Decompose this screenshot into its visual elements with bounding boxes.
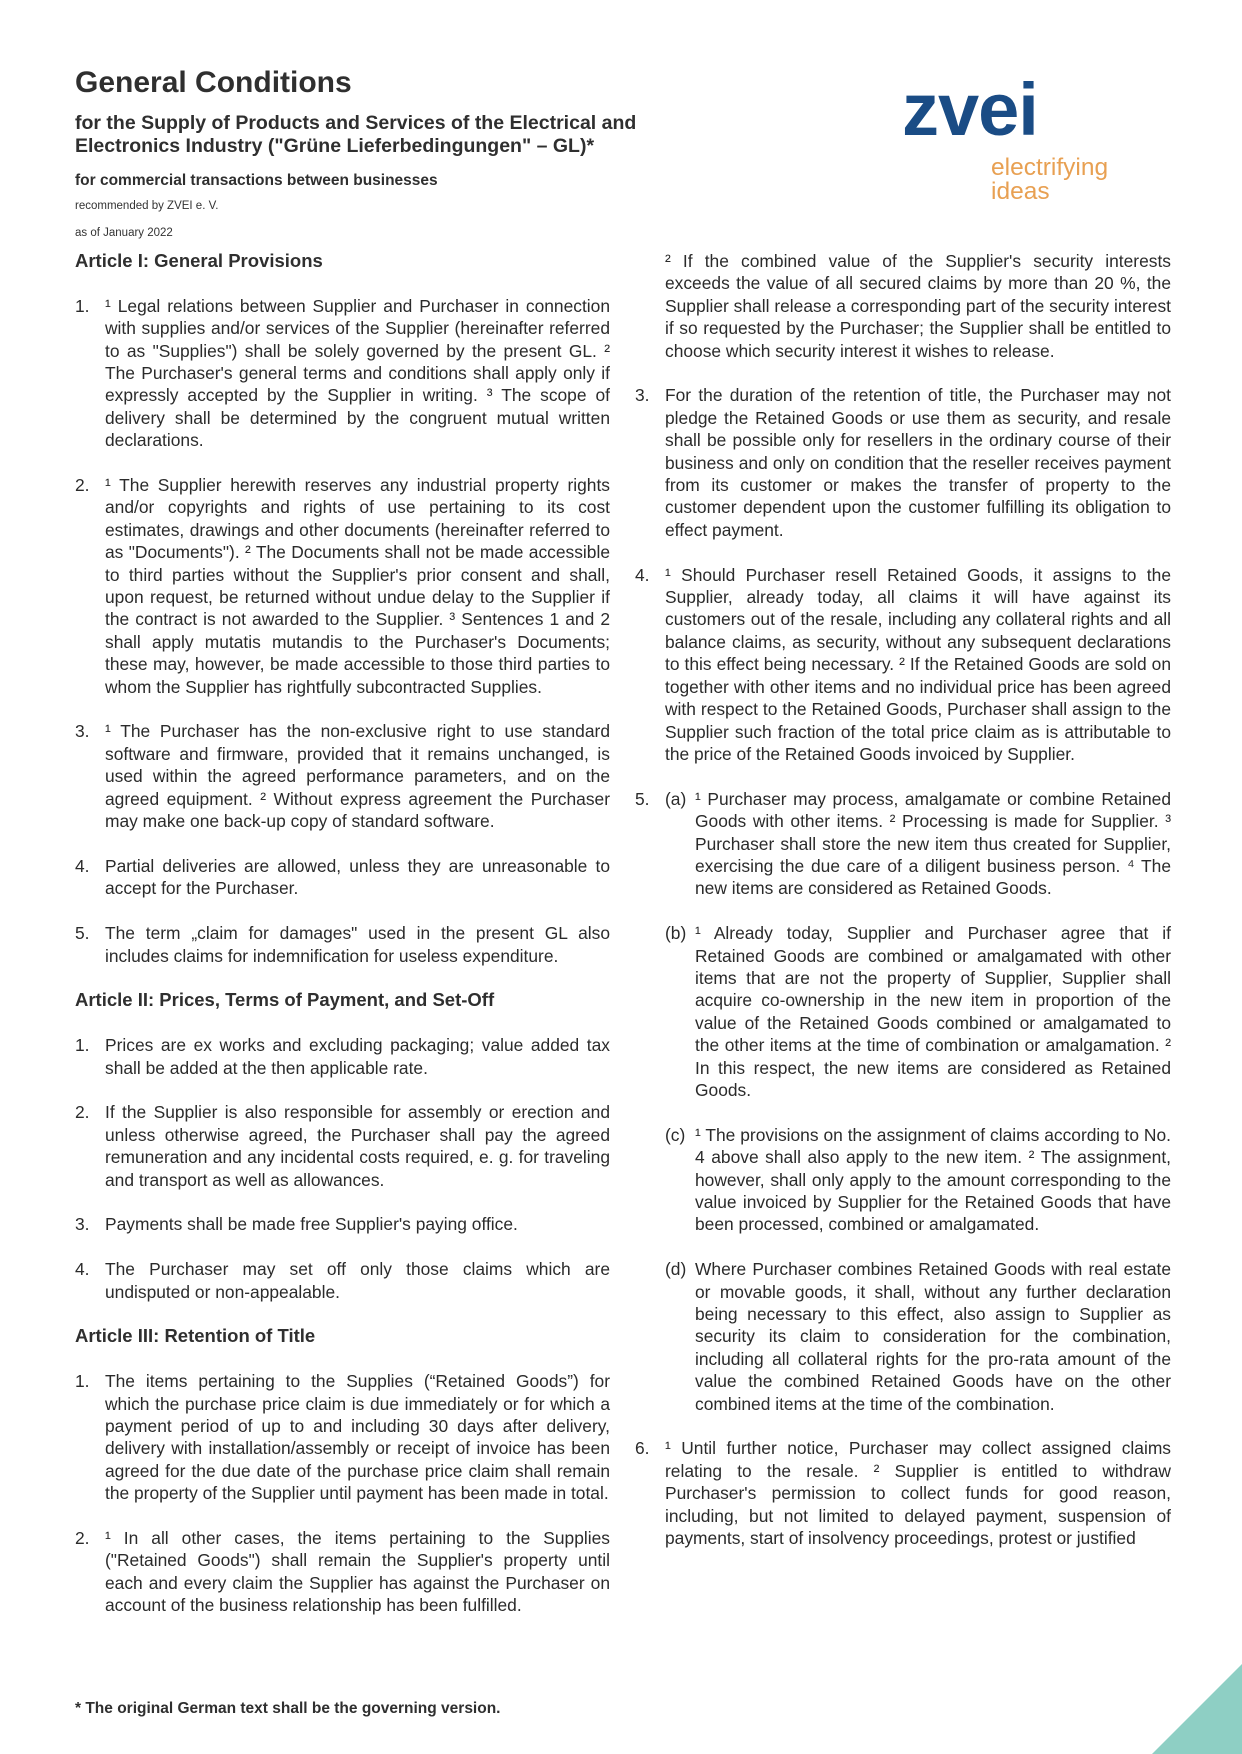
right-column	[635, 250, 1171, 1549]
item-text: Partial deliveries are allowed, unless they are unreasonable to accept for the Purchaser.	[105, 855, 610, 899]
subitem-label: (c)	[665, 1124, 686, 1145]
subitem-label: (d)	[665, 1259, 687, 1280]
item-text: For the duration of the retention of title, the Purchaser may not pledge the Retained Goods or use them as security, and resale shall be possible only for resellers in the ordinary course of their business and only on condition that the reseller receives payment from its customer or makes the transfer of property to the customer dependent upon the customer fulfilling its obligation to effect payment.	[665, 385, 1171, 540]
zvei-logo	[902, 70, 1162, 210]
item-number: 1.	[75, 1371, 90, 1392]
article-3-item	[635, 564, 1171, 766]
article-3-subitem	[635, 922, 1171, 1101]
item-number: 3.	[635, 385, 650, 406]
item-text: ¹ The Purchaser has the non-exclusive right to use standard software and firmware, provided that it remains unchanged, is used within the agreed performance parameters, and on the agreed equipment. ² Without express agreement the Purchaser may make one back-up copy of standard software.	[105, 721, 610, 832]
item-number: 6.	[635, 1438, 650, 1459]
article-2-item	[75, 1101, 610, 1191]
item-number: 2.	[75, 1102, 90, 1123]
logo-tagline-line-2: ideas	[991, 178, 1050, 205]
item-text: ¹ In all other cases, the items pertaining to the Supplies ("Retained Goods") shall remain the Supplier's property until each and every claim the Supplier has against the Purchaser on account of the business relationship has been fulfilled.	[105, 1527, 610, 1616]
logo-wordmark: zvei	[902, 68, 1038, 151]
article-2-heading: Article II: Prices, Terms of Payment, and Set-Off	[75, 989, 495, 1011]
item-text: ¹ Should Purchaser resell Retained Goods, it assigns to the Supplier, already today, all claims it will have against its customers out of the resale, including any collateral rights and all balance claims, as security, without any subsequent declarations to this effect being necessary. ² If the Retained Goods are sold on together with other items and no individual price has been agreed with respect to the Retained Goods, Purchaser shall assign to the Supplier such fraction of the total price claim as is attributable to the price of the Retained Goods invoiced by Supplier.	[665, 564, 1171, 764]
article-3-item	[635, 384, 1171, 541]
item-number: 1.	[75, 295, 90, 316]
item-text: The term „claim for damages" used in the present GL also includes claims for indemnification for useless expenditure.	[105, 923, 610, 966]
article-3-item	[75, 1370, 610, 1504]
left-column	[75, 250, 610, 1617]
subitem-text: ¹ Already today, Supplier and Purchaser agree that if Retained Goods are combined or amalgamated with other items that are not the property of Supplier, Supplier shall acquire co-ownership in the new item in proportion of the value of the Retained Goods combined or amalgamated to the other items at the time of combination or amalgamation. ² In this respect, the new items are considered as Retained Goods.	[695, 923, 1171, 1100]
item-number: 5.	[635, 788, 650, 809]
subitem-text: ¹ The provisions on the assignment of claims according to No. 4 above shall also apply to the new item. ² The assignment, however, shall only apply to the amount corresponding to the value invoiced by Supplier for the Retained Goods that have been processed, combined or amalgamated.	[695, 1124, 1171, 1235]
corner-accent-triangle	[1152, 1664, 1242, 1754]
subitem-text: Where Purchaser combines Retained Goods with real estate or movable goods, it shall, without any further declaration being necessary to this effect, also assign to Supplier as security its claim to consideration for the combination, including all collateral rights for the pro-rata amount of the value the combined Retained Goods have on the other combined items at the time of the combination.	[695, 1259, 1171, 1414]
page-subtitle: for the Supply of Products and Services of the Electrical and Electronics Industry ("Grüne Lieferbedingungen" – GL)*	[75, 112, 637, 157]
article-1-item	[75, 295, 610, 452]
item-text: The Purchaser may set off only those claims which are undisputed or non-appealable.	[105, 1259, 610, 1302]
article-1-item	[75, 855, 610, 900]
item-number: 4.	[75, 855, 90, 876]
article-3-subitem	[635, 1124, 1171, 1236]
item-number: 3.	[75, 721, 90, 742]
item-number: 2.	[75, 1527, 90, 1548]
footnote: * The original German text shall be the governing version.	[75, 1700, 501, 1717]
corner-accent-shape	[1152, 1664, 1242, 1754]
logo-tagline	[991, 156, 1108, 204]
article-3-item	[75, 1527, 610, 1617]
article-3-heading: Article III: Retention of Title	[75, 1325, 316, 1347]
item-number: 4.	[75, 1259, 90, 1280]
article-1-item	[75, 474, 610, 698]
item-number: 4.	[635, 564, 650, 585]
article-1-heading: Article I: General Provisions	[75, 250, 323, 271]
item-text: Prices are ex works and excluding packaging; value added tax shall be added at the then applicable rate.	[105, 1035, 610, 1078]
item-text: If the Supplier is also responsible for assembly or erection and unless otherwise agreed, the Purchaser shall pay the agreed remuneration and any incidental costs required, e. g. for traveling and transport as well as allowances.	[105, 1102, 610, 1190]
article-1-item	[75, 720, 610, 832]
article-2-item	[75, 1034, 610, 1079]
item-number: 3.	[75, 1214, 90, 1235]
article-3-item	[635, 1437, 1171, 1549]
subitem-label: (b)	[665, 923, 687, 944]
subitem-text: ¹ Purchaser may process, amalgamate or combine Retained Goods with other items. ² Processing is made for Supplier. ³ Purchaser shall store the new item thus created for Supplier, exercising the due care of a diligent business person. ⁴ The new items are considered as Retained Goods.	[695, 788, 1171, 899]
item-number: 5.	[75, 923, 90, 944]
article-3-subitem	[635, 1258, 1171, 1415]
scope-line: for commercial transactions between businesses	[75, 172, 438, 189]
item-text: ¹ The Supplier herewith reserves any industrial property rights and/or copyrights and rights of use pertaining to its cost estimates, drawings and other documents (hereinafter referred to as "Documents"). ² The Documents shall not be made accessible to third parties without the Supplier's prior consent and shall, upon request, be returned without undue delay to the Supplier if the contract is not awarded to the Supplier. ³ Sentences 1 and 2 shall apply mutatis mutandis to the Purchaser's Documents; these may, however, be made accessible to those third parties to whom the Supplier has rightfully subcontracted Supplies.	[105, 475, 610, 697]
article-3-item-2-continued: ² If the combined value of the Supplier's security interests exceeds the value of all secured claims by more than 20 %, the Supplier shall release a corresponding part of the security interest if so requested by the Purchaser; the Supplier shall be entitled to choose which security interest it wishes to release.	[665, 251, 1171, 361]
revision-date: as of January 2022	[75, 227, 173, 239]
article-2-item	[75, 1258, 610, 1303]
item-number: 2.	[75, 475, 90, 496]
article-1-item	[75, 922, 610, 967]
item-number: 1.	[75, 1035, 90, 1056]
logo-tagline-line-1: electrifying	[991, 154, 1109, 181]
item-text: ¹ Legal relations between Supplier and Purchaser in connection with supplies and/or services of the Supplier (hereinafter referred to as "Supplies") shall be solely governed by the present GL. ² The Purchaser's general terms and conditions shall apply only if expressly accepted by the Supplier in writing. ³ The scope of delivery shall be determined by the congruent mutual written declarations.	[105, 295, 610, 451]
article-3-subitem	[635, 788, 1171, 900]
article-2-item	[75, 1213, 610, 1235]
item-text: Payments shall be made free Supplier's paying office.	[105, 1214, 518, 1235]
item-text: ¹ Until further notice, Purchaser may collect assigned claims relating to the resale. ² Supplier is entitled to withdraw Purchaser's permission to collect funds for good reason, including, but not limited to delayed payment, suspension of payments, start of insolvency proceedings, protest or justified	[665, 1438, 1171, 1549]
item-text: The items pertaining to the Supplies (“Retained Goods”) for which the purchase price claim is due immediately or for which a payment period of up to and including 30 days after delivery, delivery with installation/assembly or receipt of invoice has been agreed for the due date of the purchase price claim shall remain the property of the Supplier until payment has been made in total.	[105, 1371, 610, 1504]
recommended-by: recommended by ZVEI e. V.	[75, 200, 219, 212]
page-title: General Conditions	[75, 66, 352, 99]
subitem-label: (a)	[665, 788, 687, 809]
